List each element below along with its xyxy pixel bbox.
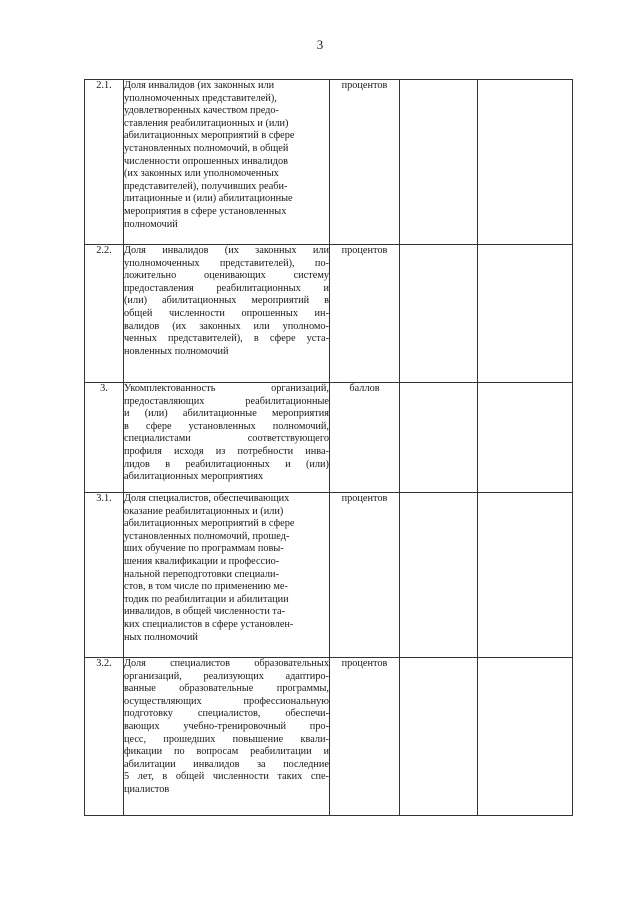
indicator-description bbox=[124, 658, 330, 816]
description-line: Доля специалистов образовательных bbox=[124, 658, 329, 669]
empty-cell bbox=[478, 245, 573, 383]
description-line: ванные образовательные программы, bbox=[124, 683, 329, 695]
unit-of-measure: процентов bbox=[330, 493, 400, 658]
description-line: ных полномочий bbox=[124, 631, 198, 643]
indicator-description bbox=[124, 493, 330, 658]
description-line: и (или) абилитационные мероприятия bbox=[124, 408, 329, 420]
description-line: Доля инвалидов (их законных или bbox=[124, 80, 275, 91]
description-line: специалистами соответствующего bbox=[124, 433, 329, 445]
description-line: установленных полномочий, прошед- bbox=[124, 530, 290, 542]
description-line: лидов в реабилитационных и (или) bbox=[124, 458, 329, 470]
indicator-description bbox=[124, 383, 330, 493]
description-line: (их законных или уполномоченных bbox=[124, 168, 279, 180]
indicator-description bbox=[124, 245, 330, 383]
description-line: литационные и (или) абилитационные bbox=[124, 193, 293, 205]
description-line: абилитационных мероприятий в сфере bbox=[124, 518, 295, 530]
description-line: установленных полномочий, в общей bbox=[124, 142, 289, 154]
description-line: (или) абилитационных мероприятий в bbox=[124, 295, 329, 307]
description-line: представителей), получивших реаби- bbox=[124, 180, 288, 192]
description-line: в сфере установленных полномочий, bbox=[124, 420, 329, 432]
description-line: общей численности опрошенных ин- bbox=[124, 307, 329, 319]
description-line: тодик по реабилитации и абилитации bbox=[124, 593, 289, 605]
unit-of-measure: баллов bbox=[330, 383, 400, 493]
description-line: шения квалификации и профессио- bbox=[124, 555, 280, 567]
empty-cell bbox=[478, 383, 573, 493]
table-row bbox=[85, 245, 573, 383]
description-line: организаций, реализующих адаптиро- bbox=[124, 670, 329, 682]
empty-cell bbox=[478, 658, 573, 816]
description-line: абилитации инвалидов за последние bbox=[124, 758, 329, 770]
empty-cell bbox=[400, 383, 478, 493]
unit-of-measure: процентов bbox=[330, 245, 400, 383]
description-line: осуществляющих профессиональную bbox=[124, 695, 329, 707]
empty-cell bbox=[478, 493, 573, 658]
table-row bbox=[85, 658, 573, 816]
page-number: 3 bbox=[316, 37, 324, 52]
description-line: ких специалистов в сфере установлен- bbox=[124, 618, 294, 630]
description-line: стов, в том числе по применению ме- bbox=[124, 581, 288, 593]
description-line: Доля инвалидов (их законных или bbox=[124, 245, 329, 256]
row-number: 3. bbox=[85, 383, 124, 493]
description-line: вающих учебно-тренировочный про- bbox=[124, 720, 329, 732]
description-line: оказание реабилитационных и (или) bbox=[124, 505, 284, 517]
description-line: профиля исходя из потребности инва- bbox=[124, 445, 329, 457]
description-line: ложительно оценивающих систему bbox=[124, 270, 329, 282]
description-line: инвалидов, в общей численности та- bbox=[124, 606, 286, 618]
description-line: абилитационных мероприятий в сфере bbox=[124, 130, 295, 142]
description-line: мероприятия в сфере установленных bbox=[124, 205, 287, 217]
description-line: Доля специалистов, обеспечивающих bbox=[124, 493, 290, 504]
description-line: предоставления реабилитационных и bbox=[124, 282, 329, 294]
description-line: ставления реабилитационных и (или) bbox=[124, 117, 289, 129]
description-line: валидов (их законных или уполномо- bbox=[124, 320, 329, 332]
description-line: ших обучение по программам повы- bbox=[124, 543, 284, 555]
unit-of-measure: процентов bbox=[330, 658, 400, 816]
description-line: численности опрошенных инвалидов bbox=[124, 155, 288, 167]
unit-of-measure: процентов bbox=[330, 80, 400, 245]
description-line: абилитационных мероприятиях bbox=[124, 471, 264, 483]
empty-cell bbox=[400, 493, 478, 658]
row-number: 2.2. bbox=[85, 245, 124, 383]
description-line: уполномоченных представителей), по- bbox=[124, 257, 329, 269]
description-line: 5 лет, в общей численности таких спе- bbox=[124, 771, 329, 783]
empty-cell bbox=[400, 245, 478, 383]
empty-cell bbox=[400, 658, 478, 816]
description-line: нальной переподготовки специали- bbox=[124, 568, 280, 580]
description-line: уполномоченных представителей), bbox=[124, 92, 277, 104]
indicator-description bbox=[124, 80, 330, 245]
table-row bbox=[85, 493, 573, 658]
description-line: подготовку специалистов, обеспечи- bbox=[124, 708, 329, 720]
indicator-table bbox=[84, 79, 573, 816]
description-line: циалистов bbox=[124, 783, 170, 795]
table-row bbox=[85, 80, 573, 245]
description-line: новленных полномочий bbox=[124, 345, 229, 357]
row-number: 3.1. bbox=[85, 493, 124, 658]
description-line: ченных представителей), в сфере уста- bbox=[124, 333, 329, 345]
empty-cell bbox=[400, 80, 478, 245]
row-number: 2.1. bbox=[85, 80, 124, 245]
description-line: Укомплектованность организаций, bbox=[124, 383, 329, 394]
description-line: полномочий bbox=[124, 218, 178, 230]
description-line: удовлетворенных качеством предо- bbox=[124, 105, 279, 117]
description-line: фикации по вопросам реабилитации и bbox=[124, 746, 329, 758]
description-line: предоставляющих реабилитационные bbox=[124, 395, 329, 407]
table-row bbox=[85, 383, 573, 493]
empty-cell bbox=[478, 80, 573, 245]
description-line: цесс, прошедших повышение квали- bbox=[124, 733, 329, 745]
row-number: 3.2. bbox=[85, 658, 124, 816]
